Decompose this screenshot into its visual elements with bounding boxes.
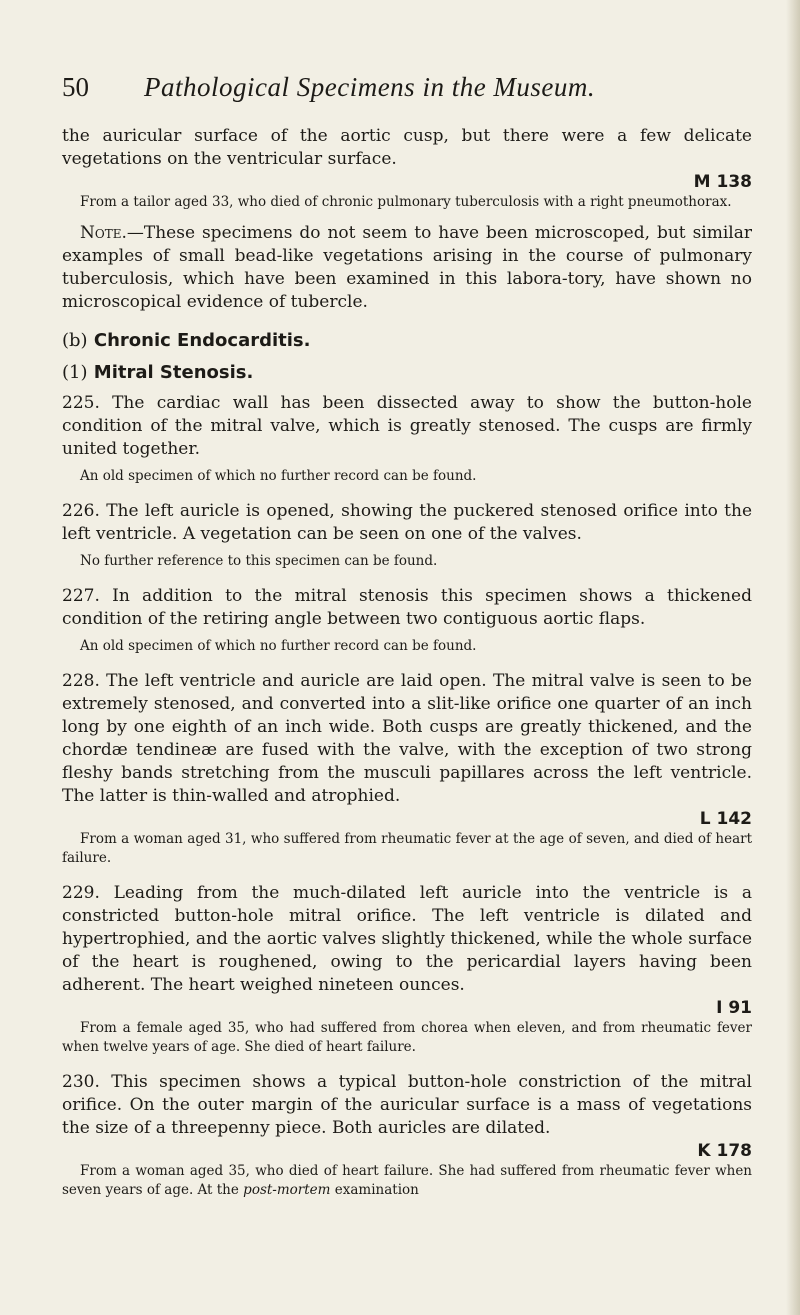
specimen-226 [62,500,752,571]
page-header [62,72,662,112]
specimen-text: 226. The left auricle is opened, showing the puckered stenosed orifice into the left ventricle. A vegetation can be seen on one of the valves. [62,501,752,544]
subsection-tag: (1) [62,362,88,383]
intro-catalogue-ref: M 138 [693,172,752,192]
specimen-note: An old specimen of which no further record can be found. [80,468,477,484]
page-body [62,125,752,1200]
specimen-note: No further reference to this specimen can be found. [80,553,438,569]
specimen-note: From a woman aged 31, who suffered from rheumatic fever at the age of seven, and died of heart failure. [62,831,752,866]
specimen-text: 230. This specimen shows a typical button-hole constriction of the mitral orifice. On the outer margin of the auricular surface is a mass of vegetations the size of a threepenny piece. Both auricles are dilated. [62,1072,752,1138]
specimen-text: 229. Leading from the much-dilated left auricle into the ventricle is a constricted button-hole mitral orifice. The left ventricle is dilated and hypertrophied, and the aortic valves slightly thickened, while the whole surface of the heart is roughened, owing to the pericardial layers having been adherent. The heart weighed nineteen ounces. [62,883,752,995]
running-title: Pathological Specimens in the Museum. [144,72,596,102]
section-tag: (b) [62,330,88,351]
note-label: Note. [80,223,127,243]
intro-paragraph: the auricular surface of the aortic cusp, but there were a few delicate vegetations on the ventricular surface. [62,126,752,169]
section-heading [62,328,752,354]
specimen-note-start: From a woman aged 35, who died of heart failure. She had suffered from rheumatic fever when seven years of age. At the [62,1163,752,1198]
specimen-catalogue-ref: K 178 [697,1141,752,1161]
specimen-text: 227. In addition to the mitral stenosis this specimen shows a thickened condition of the retiring angle between two contiguous aortic flaps. [62,586,752,629]
specimen-229 [62,882,752,1057]
subsection-title: Mitral Stenosis. [93,362,254,383]
specimen-note: From a female aged 35, who had suffered from chorea when eleven, and from rheumatic fever when twelve years of age. She died of heart failure. [62,1020,752,1055]
specimen-230 [62,1071,752,1200]
specimen-text: 225. The cardiac wall has been dissected away to show the button-hole condition of the mitral valve, which is greatly stenosed. The cusps are firmly united together. [62,393,752,459]
specimen-note-italic: post-mortem [243,1182,331,1198]
page-number: 50 [62,72,89,102]
specimen-note [62,1162,752,1200]
subsection-heading [62,360,752,386]
specimen-228 [62,670,752,868]
page-edge-shadow [786,0,800,1315]
specimen-text: 228. The left ventricle and auricle are laid open. The mitral valve is seen to be extremely stenosed, and converted into a slit-like orifice one quarter of an inch long by one eighth of an inch wide. Both cusps are greatly thickened, and the chordæ tendineæ are fused with the valve, with the exception of two strong fleshy bands stretching from the musculi papillares across the left ventricle. The latter is thin-walled and atrophied. [62,671,752,806]
specimen-note: An old specimen of which no further record can be found. [80,638,477,654]
specimen-227 [62,585,752,656]
specimen-note-end: examination [334,1182,419,1198]
intro-note: From a tailor aged 33, who died of chronic pulmonary tuberculosis with a right pneumothorax. [80,194,732,210]
specimen-225 [62,392,752,486]
intro-entry [62,125,752,212]
note-text: —These specimens do not seem to have been microscoped, but similar examples of small bead-like vegetations arising in the course of pulmonary tuberculosis, which have been examined in this labora-tory, have shown no microscopical evidence of tubercle. [62,223,752,312]
specimen-catalogue-ref: I 91 [716,998,752,1018]
section-title: Chronic Endocarditis. [93,330,311,351]
specimen-catalogue-ref: L 142 [699,809,752,829]
note-paragraph [62,222,752,314]
